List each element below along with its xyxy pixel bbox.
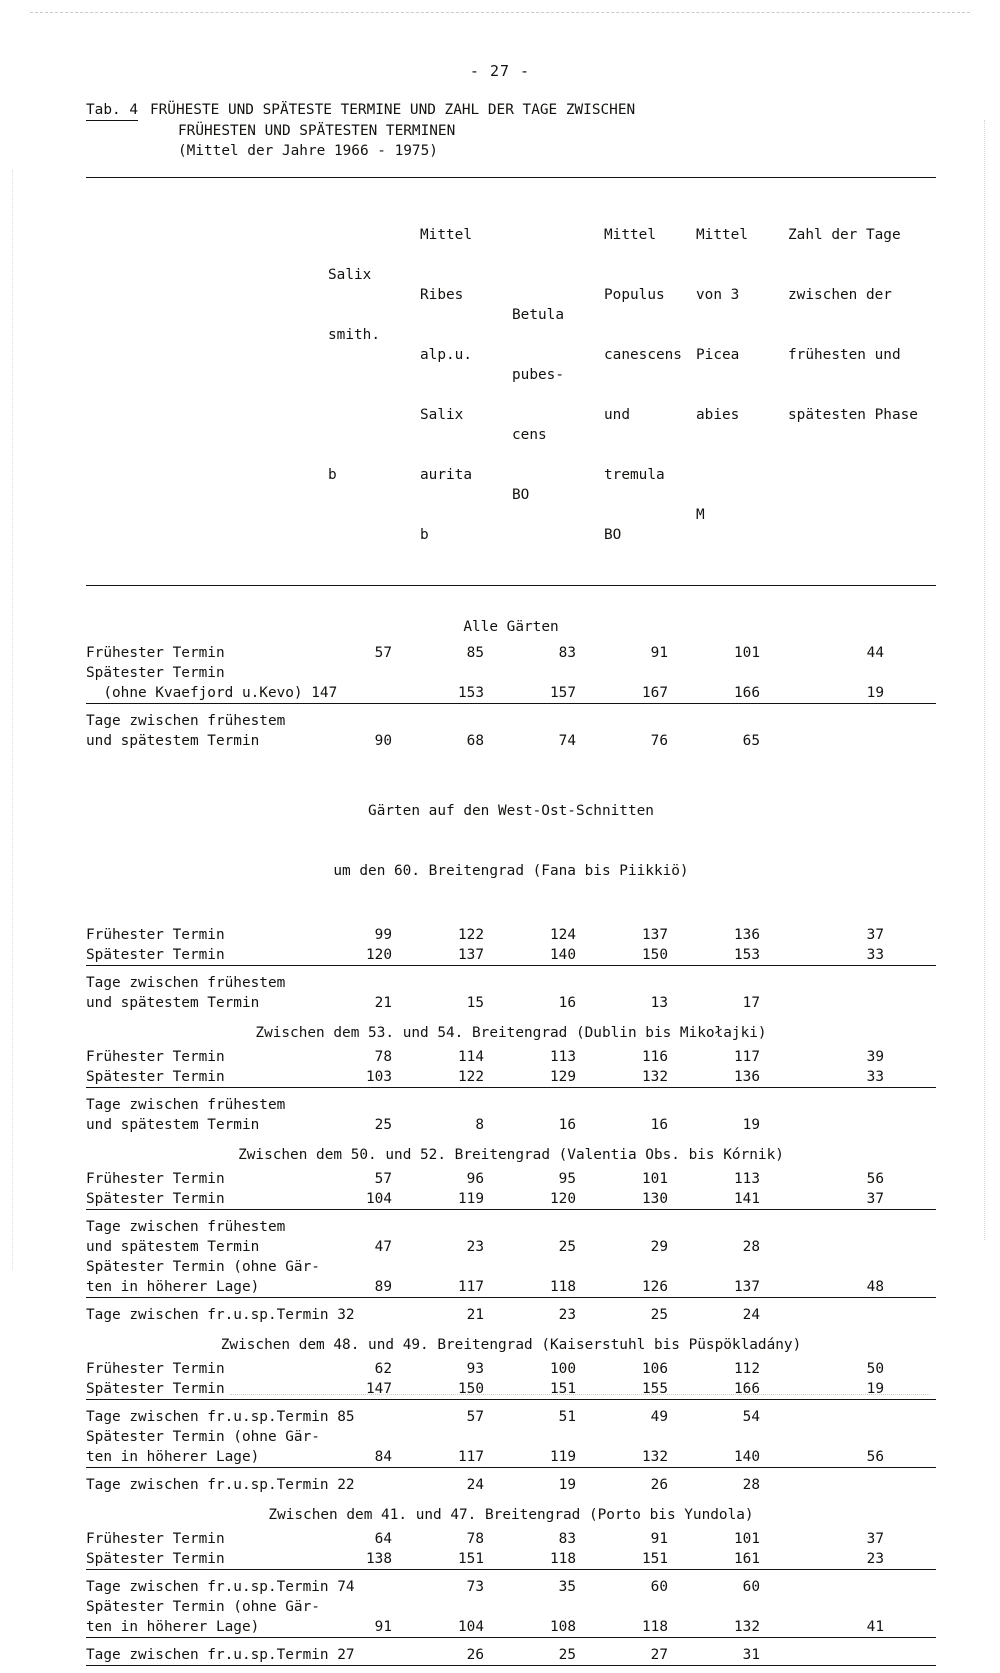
row-label: (ohne Kvaefjord u.Kevo) 147 [86,685,338,701]
cell: 64 [374,1531,392,1547]
cell: 119 [550,1449,576,1465]
cell: 60 [650,1579,668,1595]
row-label: Spätester Termin [86,1069,225,1085]
table-row [86,711,936,731]
cell: 96 [466,1171,484,1187]
cell: 56 [866,1449,884,1465]
cell: 37 [866,1531,884,1547]
cell: 90 [374,733,392,749]
table-row [86,1379,936,1400]
table-row [86,1305,936,1325]
row-label: Spätester Termin (ohne Gär- [86,1259,320,1275]
cell: 78 [466,1531,484,1547]
table-row [86,683,936,704]
header-col-4: Mittel Populus canescens und tremula BO [604,227,682,543]
row-label: Frühester Termin [86,927,225,943]
table-row [86,663,936,683]
section-heading: Zwischen dem 50. und 52. Breitengrad (Valentia Obs. bis Kórnik) [238,1147,784,1163]
row-label: und spätestem Termin [86,1239,260,1255]
row-label: Frühester Termin [86,1361,225,1377]
table-row [86,1645,936,1666]
table-row [86,1529,936,1549]
cell: 41 [866,1619,884,1635]
cell: 150 [458,1381,484,1397]
cell: 23 [866,1551,884,1567]
cell: 129 [550,1069,576,1085]
row-label: Frühester Termin [86,1049,225,1065]
table-row [86,1067,936,1088]
cell: 101 [734,645,760,661]
header-col-6: Zahl der Tage zwischen der frühesten und spätesten Phase [788,227,918,423]
cell: 151 [642,1551,668,1567]
cell: 54 [742,1409,760,1425]
title-text-1: FRÜHESTE UND SPÄTESTE TERMINE UND ZAHL DER TAGE ZWISCHEN [149,102,636,118]
table-row [86,1169,936,1189]
table-row [86,1407,936,1427]
cell: 106 [642,1361,668,1377]
cell: 93 [466,1361,484,1377]
cell: 137 [642,927,668,943]
cell: 113 [734,1171,760,1187]
cell: 91 [650,645,668,661]
cell: 56 [866,1171,884,1187]
row-label: Spätester Termin [86,665,225,681]
table-row [86,1475,936,1495]
row-label: und spätestem Termin [86,733,260,749]
cell: 19 [866,1381,884,1397]
cell: 140 [734,1449,760,1465]
row-label: Spätester Termin [86,1191,225,1207]
cell: 137 [734,1279,760,1295]
document-content [86,100,916,1673]
cell: 62 [374,1361,392,1377]
table-row [86,1095,936,1115]
cell [328,1475,420,1495]
row-label: ten in höherer Lage) [86,1449,260,1465]
scan-edge-top [30,12,970,14]
section-heading: Zwischen dem 48. und 49. Breitengrad (Kaiserstuhl bis Püspökladány) [220,1337,802,1353]
cell: 83 [558,1531,576,1547]
row-label: Tage zwischen fr.u.sp.Termin 32 [86,1307,355,1323]
table-row [86,925,936,945]
table-header-row [86,185,936,586]
cell: 26 [466,1647,484,1663]
table-row [86,1577,936,1597]
header-col-3: Betula pubes- cens BO [512,307,564,503]
row-label: Tage zwischen frühestem [86,1219,286,1235]
section-heading: Gärten auf den West-Ost-Schnitten um den 60. Breitengrad (Fana bis Piikkiö) [333,803,689,879]
cell: 99 [374,927,392,943]
row-label: Tage zwischen fr.u.sp.Termin 22 [86,1477,355,1493]
cell: 122 [458,1069,484,1085]
cell: 85 [466,645,484,661]
cell: 151 [458,1551,484,1567]
cell: 132 [642,1069,668,1085]
cell: 73 [466,1579,484,1595]
cell: 13 [650,995,668,1011]
cell: 57 [466,1409,484,1425]
cell [328,683,420,704]
row-label: Tage zwischen frühestem [86,1097,286,1113]
cell: 132 [734,1619,760,1635]
cell: 51 [558,1409,576,1425]
cell: 68 [466,733,484,749]
table-row [86,1047,936,1067]
cell: 117 [458,1449,484,1465]
cell: 118 [550,1551,576,1567]
cell: 49 [650,1409,668,1425]
cell: 112 [734,1361,760,1377]
header-col-1: Salix smith. b [328,267,380,483]
row-label: Spätester Termin [86,947,225,963]
cell: 48 [866,1279,884,1295]
cell: 27 [650,1647,668,1663]
cell: 47 [374,1239,392,1255]
cell: 147 [366,1381,392,1397]
header-blank [86,185,328,586]
cell: 19 [866,685,884,701]
cell: 28 [742,1477,760,1493]
cell: 57 [374,1171,392,1187]
header-col-5: Mittel von 3 Picea abies M [696,227,748,523]
cell: 153 [458,685,484,701]
cell: 29 [650,1239,668,1255]
scan-edge-right [984,120,986,1240]
row-label: Frühester Termin [86,1171,225,1187]
cell: 33 [866,1069,884,1085]
row-label: Spätester Termin (ohne Gär- [86,1599,320,1615]
cell: 136 [734,1069,760,1085]
cell: 16 [558,995,576,1011]
cell: 8 [475,1117,484,1133]
row-label: ten in höherer Lage) [86,1279,260,1295]
cell: 19 [558,1477,576,1493]
cell: 25 [558,1239,576,1255]
table-row [86,731,936,751]
cell: 124 [550,927,576,943]
cell: 132 [642,1449,668,1465]
cell: 24 [466,1477,484,1493]
cell: 50 [866,1361,884,1377]
table-row [86,1597,936,1617]
cell: 137 [458,947,484,963]
cell: 118 [550,1279,576,1295]
cell: 118 [642,1619,668,1635]
cell: 155 [642,1381,668,1397]
section-heading: Zwischen dem 53. und 54. Breitengrad (Dublin bis Mikołajki) [255,1025,767,1041]
row-label: und spätestem Termin [86,995,260,1011]
section-heading: Alle Gärten [463,619,559,635]
table-row [86,1257,936,1277]
row-label: Tage zwischen fr.u.sp.Termin 85 [86,1409,355,1425]
cell: 16 [558,1117,576,1133]
cell: 117 [458,1279,484,1295]
cell: 15 [466,995,484,1011]
row-label: und spätestem Termin [86,1117,260,1133]
row-label: Frühester Termin [86,645,225,661]
cell: 37 [866,927,884,943]
table-title [86,100,916,161]
table-row [86,993,936,1013]
title-line-1 [86,100,916,121]
cell: 167 [642,685,668,701]
cell: 60 [742,1579,760,1595]
cell: 24 [742,1307,760,1323]
cell: 31 [742,1647,760,1663]
cell: 25 [374,1117,392,1133]
cell: 136 [734,927,760,943]
table-row [86,1447,936,1468]
cell: 19 [742,1117,760,1133]
cell [328,1645,420,1666]
cell: 150 [642,947,668,963]
table-row [86,1359,936,1379]
table-row [86,1237,936,1257]
cell: 120 [366,947,392,963]
table-row [86,1217,936,1237]
row-label: Tage zwischen frühestem [86,713,286,729]
cell: 26 [650,1477,668,1493]
cell: 57 [374,645,392,661]
cell: 108 [550,1619,576,1635]
cell: 126 [642,1279,668,1295]
cell: 28 [742,1239,760,1255]
cell: 101 [734,1531,760,1547]
row-label: Tage zwischen fr.u.sp.Termin 74 [86,1579,355,1595]
cell: 157 [550,685,576,701]
table-row [86,945,936,966]
section-heading: Zwischen dem 41. und 47. Breitengrad (Porto bis Yundola) [268,1507,754,1523]
cell: 116 [642,1049,668,1065]
cell: 101 [642,1171,668,1187]
row-label: Spätester Termin [86,1381,225,1397]
cell: 83 [558,645,576,661]
cell: 37 [866,1191,884,1207]
row-label: Spätester Termin [86,1551,225,1567]
cell: 122 [458,927,484,943]
phenology-table [86,177,936,1673]
cell: 33 [866,947,884,963]
row-label: Spätester Termin (ohne Gär- [86,1429,320,1445]
cell: 117 [734,1049,760,1065]
cell: 91 [650,1531,668,1547]
cell: 74 [558,733,576,749]
cell: 166 [734,1381,760,1397]
cell: 104 [366,1191,392,1207]
table-row [86,1277,936,1298]
cell: 120 [550,1191,576,1207]
table-row [86,1549,936,1570]
cell: 17 [742,995,760,1011]
cell: 119 [458,1191,484,1207]
cell: 91 [374,1619,392,1635]
row-label: Frühester Termin [86,1531,225,1547]
cell: 153 [734,947,760,963]
cell: 161 [734,1551,760,1567]
row-label: ten in höherer Lage) [86,1619,260,1635]
row-label: Tage zwischen frühestem [86,975,286,991]
cell: 84 [374,1449,392,1465]
table-row [86,643,936,663]
cell: 65 [742,733,760,749]
table-row [86,973,936,993]
table-row [86,1115,936,1135]
title-line-2: FRÜHESTEN UND SPÄTESTEN TERMINEN [178,123,456,139]
cell: 114 [458,1049,484,1065]
cell: 130 [642,1191,668,1207]
title-line-3: (Mittel der Jahre 1966 - 1975) [178,143,438,159]
cell: 95 [558,1171,576,1187]
cell: 166 [734,685,760,701]
page-number: - 27 - [469,62,531,80]
row-label: Tage zwischen fr.u.sp.Termin 27 [86,1647,355,1663]
cell: 44 [866,645,884,661]
cell: 100 [550,1361,576,1377]
header-col-2: Mittel Ribes alp.u. Salix aurita b [420,227,472,543]
table-label: Tab. 4 [86,100,138,121]
cell: 151 [550,1381,576,1397]
cell: 113 [550,1049,576,1065]
cell [328,1577,420,1597]
cell: 89 [374,1279,392,1295]
cell: 141 [734,1191,760,1207]
cell: 25 [650,1307,668,1323]
cell: 39 [866,1049,884,1065]
cell: 35 [558,1579,576,1595]
cell: 76 [650,733,668,749]
cell: 138 [366,1551,392,1567]
cell: 78 [374,1049,392,1065]
cell: 23 [558,1307,576,1323]
table-row [86,1427,936,1447]
table-row [86,1189,936,1210]
cell: 25 [558,1647,576,1663]
cell: 103 [366,1069,392,1085]
cell: 16 [650,1117,668,1133]
cell: 23 [466,1239,484,1255]
cell: 21 [466,1307,484,1323]
scan-edge-left [12,170,14,1270]
cell: 21 [374,995,392,1011]
table-row [86,1617,936,1638]
cell: 104 [458,1619,484,1635]
cell: 140 [550,947,576,963]
